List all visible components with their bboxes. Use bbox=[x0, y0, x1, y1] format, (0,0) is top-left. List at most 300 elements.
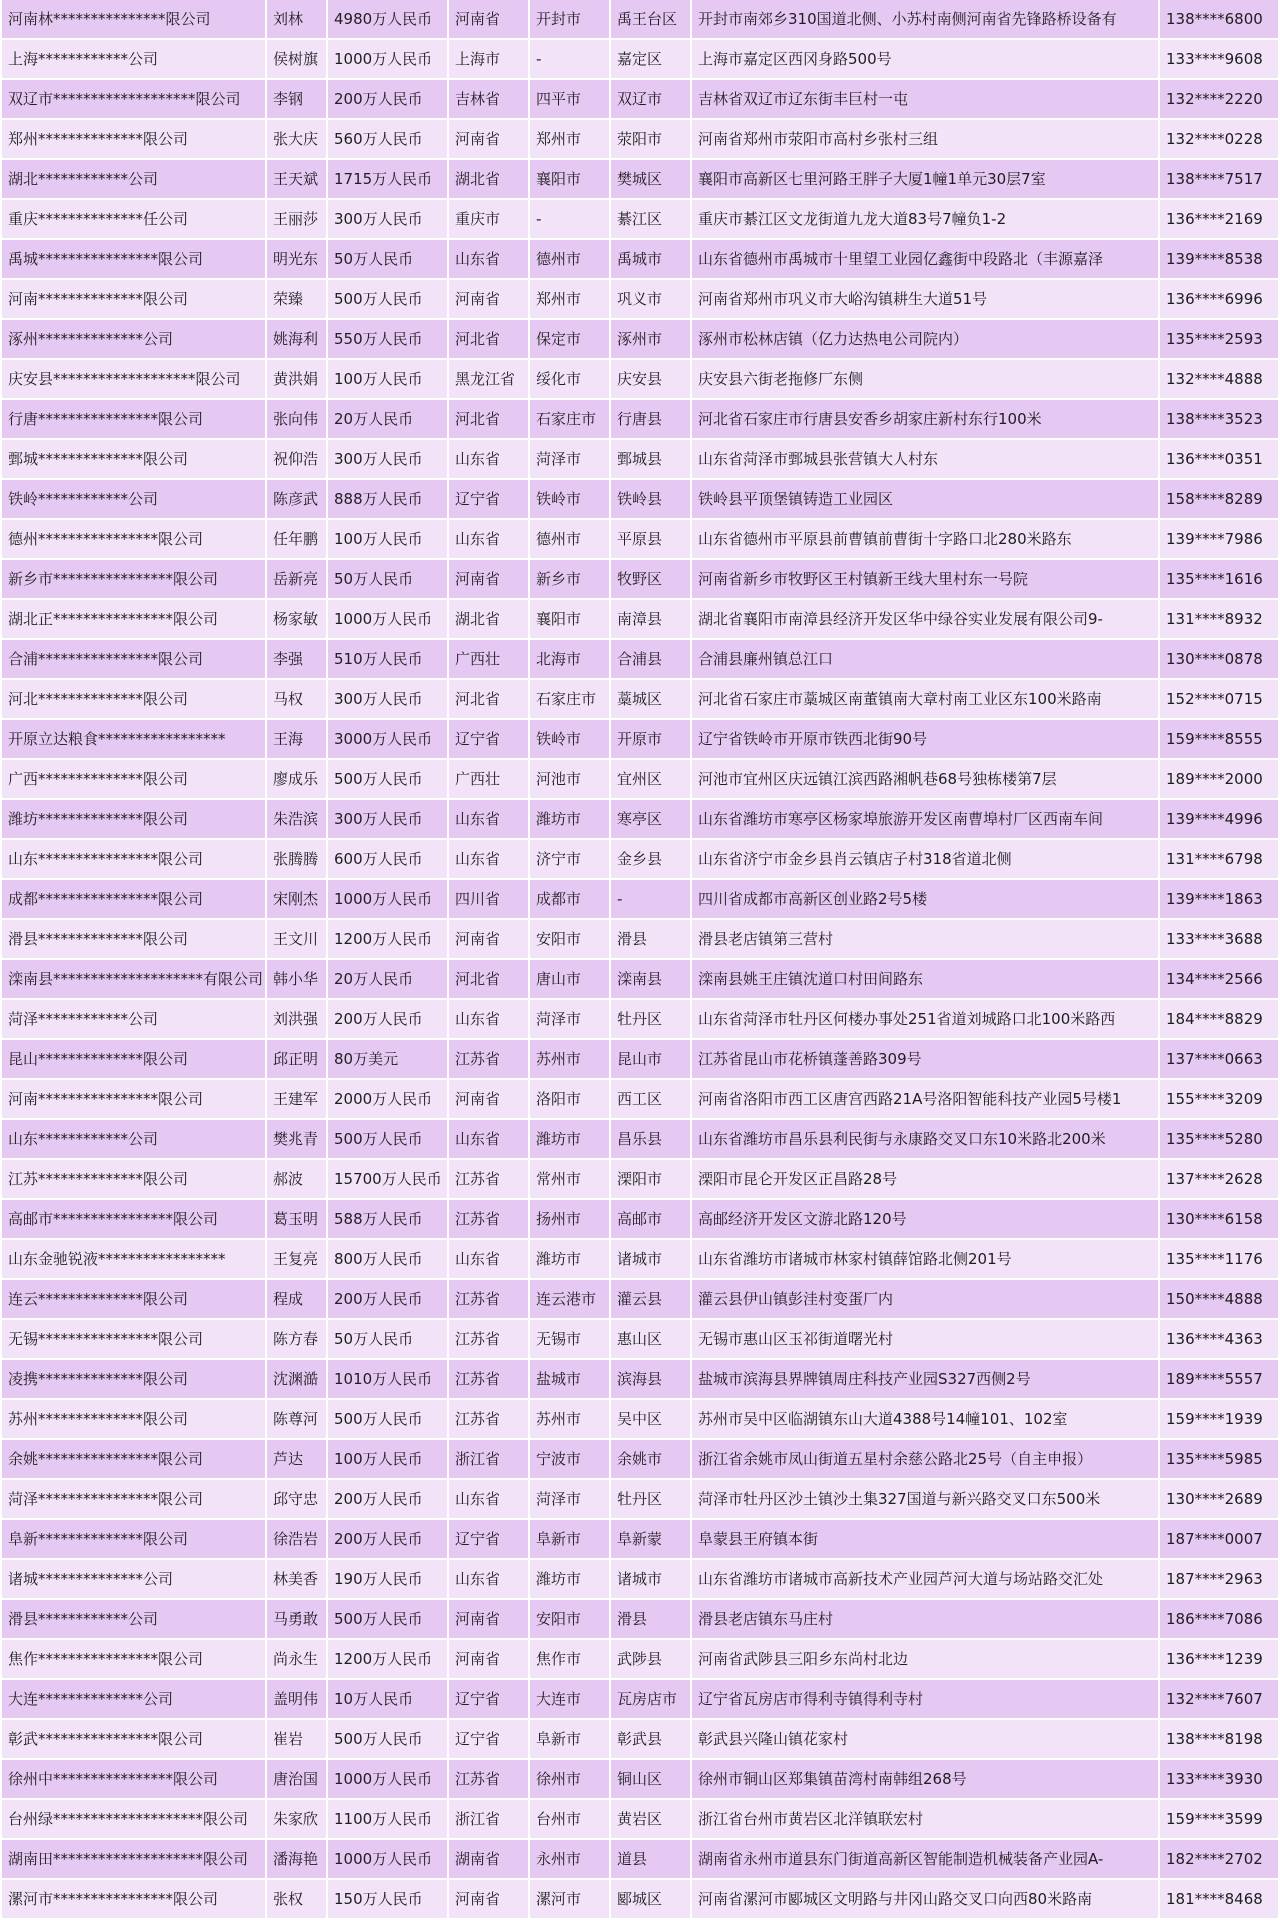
address-cell: 河南省郑州市巩义市大峪沟镇耕生大道51号 bbox=[692, 280, 1158, 320]
district-cell: 阜新蒙 bbox=[611, 1520, 690, 1560]
district-cell: 铁岭县 bbox=[611, 480, 690, 520]
table-row bbox=[2, 200, 1278, 240]
city-cell: 石家庄市 bbox=[530, 400, 609, 440]
legal-rep-cell: 马勇敢 bbox=[267, 1600, 326, 1640]
district-cell: 黄岩区 bbox=[611, 1800, 690, 1840]
address-cell: 河南省漯河市郾城区文明路与井冈山路交叉口向西80米路南 bbox=[692, 1880, 1158, 1920]
province-cell: 吉林省 bbox=[449, 80, 528, 120]
legal-rep-cell: 陈方春 bbox=[267, 1320, 326, 1360]
legal-rep-cell: 王丽莎 bbox=[267, 200, 326, 240]
city-cell: 洛阳市 bbox=[530, 1080, 609, 1120]
company-name-cell: 开原立达粮食***************** bbox=[2, 720, 265, 760]
table-row bbox=[2, 280, 1278, 320]
legal-rep-cell: 刘洪强 bbox=[267, 1000, 326, 1040]
province-cell: 湖南省 bbox=[449, 1840, 528, 1880]
phone-cell: 158****8289 bbox=[1160, 480, 1278, 520]
address-cell: 辽宁省铁岭市开原市铁西北街90号 bbox=[692, 720, 1158, 760]
province-cell: 山东省 bbox=[449, 520, 528, 560]
address-cell: 山东省潍坊市昌乐县利民街与永康路交叉口东10米路北200米 bbox=[692, 1120, 1158, 1160]
legal-rep-cell: 刘林 bbox=[267, 0, 326, 40]
legal-rep-cell: 张权 bbox=[267, 1880, 326, 1920]
district-cell: 昆山市 bbox=[611, 1040, 690, 1080]
legal-rep-cell: 葛玉明 bbox=[267, 1200, 326, 1240]
phone-cell: 136****6996 bbox=[1160, 280, 1278, 320]
company-name-cell: 大连**************公司 bbox=[2, 1680, 265, 1720]
company-name-cell: 湖北正****************限公司 bbox=[2, 600, 265, 640]
registered-capital-cell: 588万人民币 bbox=[328, 1200, 447, 1240]
district-cell: 西工区 bbox=[611, 1080, 690, 1120]
province-cell: 湖北省 bbox=[449, 160, 528, 200]
province-cell: 山东省 bbox=[449, 1120, 528, 1160]
company-name-cell: 凌携**************限公司 bbox=[2, 1360, 265, 1400]
legal-rep-cell: 芦达 bbox=[267, 1440, 326, 1480]
company-name-cell: 铁岭************公司 bbox=[2, 480, 265, 520]
legal-rep-cell: 邱正明 bbox=[267, 1040, 326, 1080]
legal-rep-cell: 廖成乐 bbox=[267, 760, 326, 800]
province-cell: 上海市 bbox=[449, 40, 528, 80]
registered-capital-cell: 200万人民币 bbox=[328, 1000, 447, 1040]
phone-cell: 135****2593 bbox=[1160, 320, 1278, 360]
registered-capital-cell: 50万人民币 bbox=[328, 240, 447, 280]
phone-cell: 136****4363 bbox=[1160, 1320, 1278, 1360]
company-name-cell: 禹城****************限公司 bbox=[2, 240, 265, 280]
district-cell: 牡丹区 bbox=[611, 1480, 690, 1520]
district-cell: 合浦县 bbox=[611, 640, 690, 680]
legal-rep-cell: 张向伟 bbox=[267, 400, 326, 440]
district-cell: 平原县 bbox=[611, 520, 690, 560]
province-cell: 山东省 bbox=[449, 840, 528, 880]
phone-cell: 132****2220 bbox=[1160, 80, 1278, 120]
phone-cell: 136****2169 bbox=[1160, 200, 1278, 240]
address-cell: 苏州市吴中区临湖镇东山大道4388号14幢101、102室 bbox=[692, 1400, 1158, 1440]
company-name-cell: 鄄城**************限公司 bbox=[2, 440, 265, 480]
province-cell: 山东省 bbox=[449, 240, 528, 280]
registered-capital-cell: 800万人民币 bbox=[328, 1240, 447, 1280]
registered-capital-cell: 560万人民币 bbox=[328, 120, 447, 160]
phone-cell: 189****5557 bbox=[1160, 1360, 1278, 1400]
legal-rep-cell: 王文川 bbox=[267, 920, 326, 960]
registered-capital-cell: 15700万人民币 bbox=[328, 1160, 447, 1200]
province-cell: 辽宁省 bbox=[449, 1680, 528, 1720]
table-row bbox=[2, 1240, 1278, 1280]
district-cell: 藁城区 bbox=[611, 680, 690, 720]
table-row bbox=[2, 360, 1278, 400]
company-name-cell: 广西**************限公司 bbox=[2, 760, 265, 800]
district-cell: 吴中区 bbox=[611, 1400, 690, 1440]
legal-rep-cell: 尚永生 bbox=[267, 1640, 326, 1680]
province-cell: 辽宁省 bbox=[449, 1720, 528, 1760]
registered-capital-cell: 300万人民币 bbox=[328, 800, 447, 840]
phone-cell: 187****0007 bbox=[1160, 1520, 1278, 1560]
city-cell: 漯河市 bbox=[530, 1880, 609, 1920]
registered-capital-cell: 1000万人民币 bbox=[328, 1840, 447, 1880]
phone-cell: 155****3209 bbox=[1160, 1080, 1278, 1120]
city-cell: 宁波市 bbox=[530, 1440, 609, 1480]
district-cell: 铜山区 bbox=[611, 1760, 690, 1800]
district-cell: 郾城区 bbox=[611, 1880, 690, 1920]
city-cell: - bbox=[530, 40, 609, 80]
phone-cell: 132****4888 bbox=[1160, 360, 1278, 400]
phone-cell: 138****8198 bbox=[1160, 1720, 1278, 1760]
phone-cell: 137****0663 bbox=[1160, 1040, 1278, 1080]
city-cell: 唐山市 bbox=[530, 960, 609, 1000]
company-name-cell: 成都****************限公司 bbox=[2, 880, 265, 920]
table-row bbox=[2, 1680, 1278, 1720]
phone-cell: 189****2000 bbox=[1160, 760, 1278, 800]
province-cell: 河北省 bbox=[449, 680, 528, 720]
city-cell: 菏泽市 bbox=[530, 440, 609, 480]
address-cell: 湖南省永州市道县东门街道高新区智能制造机械装备产业园A- bbox=[692, 1840, 1158, 1880]
address-cell: 四川省成都市高新区创业路2号5楼 bbox=[692, 880, 1158, 920]
legal-rep-cell: 张大庆 bbox=[267, 120, 326, 160]
legal-rep-cell: 徐浩岩 bbox=[267, 1520, 326, 1560]
province-cell: 河南省 bbox=[449, 120, 528, 160]
district-cell: 涿州市 bbox=[611, 320, 690, 360]
district-cell: 高邮市 bbox=[611, 1200, 690, 1240]
table-row bbox=[2, 1640, 1278, 1680]
address-cell: 山东省菏泽市牡丹区何楼办事处251省道刘城路口北100米路西 bbox=[692, 1000, 1158, 1040]
province-cell: 山东省 bbox=[449, 1240, 528, 1280]
phone-cell: 159****8555 bbox=[1160, 720, 1278, 760]
company-name-cell: 连云**************限公司 bbox=[2, 1280, 265, 1320]
company-name-cell: 漯河市****************限公司 bbox=[2, 1880, 265, 1920]
legal-rep-cell: 任年鹏 bbox=[267, 520, 326, 560]
address-cell: 湖北省襄阳市南漳县经济开发区华中绿谷实业发展有限公司9- bbox=[692, 600, 1158, 640]
phone-cell: 130****2689 bbox=[1160, 1480, 1278, 1520]
district-cell: 鄄城县 bbox=[611, 440, 690, 480]
legal-rep-cell: 邱守忠 bbox=[267, 1480, 326, 1520]
address-cell: 河北省石家庄市藁城区南董镇南大章村南工业区东100米路南 bbox=[692, 680, 1158, 720]
district-cell: 庆安县 bbox=[611, 360, 690, 400]
phone-cell: 135****1616 bbox=[1160, 560, 1278, 600]
province-cell: 河南省 bbox=[449, 920, 528, 960]
address-cell: 山东省菏泽市鄄城县张营镇大人村东 bbox=[692, 440, 1158, 480]
registered-capital-cell: 80万美元 bbox=[328, 1040, 447, 1080]
province-cell: 湖北省 bbox=[449, 600, 528, 640]
registered-capital-cell: 200万人民币 bbox=[328, 1480, 447, 1520]
registered-capital-cell: 1200万人民币 bbox=[328, 920, 447, 960]
legal-rep-cell: 盖明伟 bbox=[267, 1680, 326, 1720]
city-cell: 河池市 bbox=[530, 760, 609, 800]
company-name-cell: 徐州中****************限公司 bbox=[2, 1760, 265, 1800]
phone-cell: 187****2963 bbox=[1160, 1560, 1278, 1600]
legal-rep-cell: 李钢 bbox=[267, 80, 326, 120]
phone-cell: 135****1176 bbox=[1160, 1240, 1278, 1280]
registered-capital-cell: 190万人民币 bbox=[328, 1560, 447, 1600]
registered-capital-cell: 300万人民币 bbox=[328, 440, 447, 480]
city-cell: 安阳市 bbox=[530, 1600, 609, 1640]
legal-rep-cell: 王天斌 bbox=[267, 160, 326, 200]
table-row bbox=[2, 840, 1278, 880]
legal-rep-cell: 马权 bbox=[267, 680, 326, 720]
city-cell: 焦作市 bbox=[530, 1640, 609, 1680]
phone-cell: 152****0715 bbox=[1160, 680, 1278, 720]
address-cell: 浙江省余姚市凤山街道五星村余慈公路北25号（自主申报） bbox=[692, 1440, 1158, 1480]
province-cell: 黑龙江省 bbox=[449, 360, 528, 400]
registered-capital-cell: 500万人民币 bbox=[328, 1400, 447, 1440]
phone-cell: 131****8932 bbox=[1160, 600, 1278, 640]
company-name-cell: 苏州**************限公司 bbox=[2, 1400, 265, 1440]
city-cell: 大连市 bbox=[530, 1680, 609, 1720]
province-cell: 山东省 bbox=[449, 1480, 528, 1520]
province-cell: 河南省 bbox=[449, 1080, 528, 1120]
district-cell: 巩义市 bbox=[611, 280, 690, 320]
district-cell: 牧野区 bbox=[611, 560, 690, 600]
province-cell: 辽宁省 bbox=[449, 480, 528, 520]
legal-rep-cell: 张腾腾 bbox=[267, 840, 326, 880]
district-cell: 灌云县 bbox=[611, 1280, 690, 1320]
address-cell: 河池市宜州区庆远镇江滨西路湘帆巷68号独栋楼第7层 bbox=[692, 760, 1158, 800]
province-cell: 江苏省 bbox=[449, 1360, 528, 1400]
district-cell: 武陟县 bbox=[611, 1640, 690, 1680]
district-cell: 开原市 bbox=[611, 720, 690, 760]
company-name-cell: 台州绿********************限公司 bbox=[2, 1800, 265, 1840]
address-cell: 菏泽市牡丹区沙土镇沙土集327国道与新兴路交叉口东500米 bbox=[692, 1480, 1158, 1520]
city-cell: 成都市 bbox=[530, 880, 609, 920]
city-cell: 德州市 bbox=[530, 240, 609, 280]
table-row bbox=[2, 240, 1278, 280]
table-row bbox=[2, 680, 1278, 720]
company-name-cell: 河南**************限公司 bbox=[2, 280, 265, 320]
city-cell: 绥化市 bbox=[530, 360, 609, 400]
province-cell: 四川省 bbox=[449, 880, 528, 920]
company-name-cell: 上海************公司 bbox=[2, 40, 265, 80]
district-cell: 彰武县 bbox=[611, 1720, 690, 1760]
address-cell: 重庆市綦江区文龙街道九龙大道83号7幢负1-2 bbox=[692, 200, 1158, 240]
registered-capital-cell: 1010万人民币 bbox=[328, 1360, 447, 1400]
city-cell: 郑州市 bbox=[530, 120, 609, 160]
province-cell: 河北省 bbox=[449, 400, 528, 440]
district-cell: 余姚市 bbox=[611, 1440, 690, 1480]
registered-capital-cell: 100万人民币 bbox=[328, 1440, 447, 1480]
company-name-cell: 彰武****************限公司 bbox=[2, 1720, 265, 1760]
registered-capital-cell: 500万人民币 bbox=[328, 760, 447, 800]
address-cell: 浙江省台州市黄岩区北洋镇联宏村 bbox=[692, 1800, 1158, 1840]
registered-capital-cell: 50万人民币 bbox=[328, 1320, 447, 1360]
phone-cell: 139****1863 bbox=[1160, 880, 1278, 920]
city-cell: 铁岭市 bbox=[530, 480, 609, 520]
table-row bbox=[2, 1600, 1278, 1640]
city-cell: 开封市 bbox=[530, 0, 609, 40]
table-row bbox=[2, 1280, 1278, 1320]
city-cell: 潍坊市 bbox=[530, 1120, 609, 1160]
phone-cell: 130****0878 bbox=[1160, 640, 1278, 680]
address-cell: 阜蒙县王府镇本街 bbox=[692, 1520, 1158, 1560]
registered-capital-cell: 1000万人民币 bbox=[328, 880, 447, 920]
city-cell: 德州市 bbox=[530, 520, 609, 560]
table-row bbox=[2, 1320, 1278, 1360]
registered-capital-cell: 3000万人民币 bbox=[328, 720, 447, 760]
phone-cell: 159****3599 bbox=[1160, 1800, 1278, 1840]
address-cell: 山东省德州市平原县前曹镇前曹街十字路口北280米路东 bbox=[692, 520, 1158, 560]
company-name-cell: 河南林***************限公司 bbox=[2, 0, 265, 40]
company-name-cell: 潍坊**************限公司 bbox=[2, 800, 265, 840]
phone-cell: 184****8829 bbox=[1160, 1000, 1278, 1040]
table-row bbox=[2, 1360, 1278, 1400]
legal-rep-cell: 朱浩滨 bbox=[267, 800, 326, 840]
registered-capital-cell: 1100万人民币 bbox=[328, 1800, 447, 1840]
phone-cell: 135****5985 bbox=[1160, 1440, 1278, 1480]
legal-rep-cell: 王海 bbox=[267, 720, 326, 760]
table-row bbox=[2, 720, 1278, 760]
table-row bbox=[2, 1480, 1278, 1520]
company-name-cell: 高邮市****************限公司 bbox=[2, 1200, 265, 1240]
company-name-cell: 无锡****************限公司 bbox=[2, 1320, 265, 1360]
table-row bbox=[2, 1120, 1278, 1160]
province-cell: 河北省 bbox=[449, 960, 528, 1000]
company-name-cell: 庆安县*******************限公司 bbox=[2, 360, 265, 400]
table-row bbox=[2, 1720, 1278, 1760]
province-cell: 广西壮 bbox=[449, 640, 528, 680]
address-cell: 盐城市滨海县界牌镇周庄科技产业园S327西侧2号 bbox=[692, 1360, 1158, 1400]
address-cell: 山东省德州市禹城市十里望工业园亿鑫街中段路北（丰源嘉泽 bbox=[692, 240, 1158, 280]
company-name-cell: 江苏**************限公司 bbox=[2, 1160, 265, 1200]
phone-cell: 182****2702 bbox=[1160, 1840, 1278, 1880]
company-name-cell: 行唐****************限公司 bbox=[2, 400, 265, 440]
address-cell: 无锡市惠山区玉祁街道曙光村 bbox=[692, 1320, 1158, 1360]
phone-cell: 131****6798 bbox=[1160, 840, 1278, 880]
legal-rep-cell: 杨家敏 bbox=[267, 600, 326, 640]
table-row bbox=[2, 1800, 1278, 1840]
city-cell: 永州市 bbox=[530, 1840, 609, 1880]
table-row bbox=[2, 120, 1278, 160]
legal-rep-cell: 沈渊澔 bbox=[267, 1360, 326, 1400]
legal-rep-cell: 林美香 bbox=[267, 1560, 326, 1600]
city-cell: 盐城市 bbox=[530, 1360, 609, 1400]
address-cell: 辽宁省瓦房店市得利寺镇得利寺村 bbox=[692, 1680, 1158, 1720]
province-cell: 广西壮 bbox=[449, 760, 528, 800]
table-row bbox=[2, 1440, 1278, 1480]
table-row bbox=[2, 1520, 1278, 1560]
company-name-cell: 河南****************限公司 bbox=[2, 1080, 265, 1120]
city-cell: 襄阳市 bbox=[530, 160, 609, 200]
city-cell: 苏州市 bbox=[530, 1400, 609, 1440]
registered-capital-cell: 550万人民币 bbox=[328, 320, 447, 360]
city-cell: 连云港市 bbox=[530, 1280, 609, 1320]
table-row bbox=[2, 440, 1278, 480]
district-cell: 滑县 bbox=[611, 1600, 690, 1640]
address-cell: 吉林省双辽市辽东街丰巨村一屯 bbox=[692, 80, 1158, 120]
address-cell: 河南省新乡市牧野区王村镇新王线大里村东一号院 bbox=[692, 560, 1158, 600]
district-cell: 滑县 bbox=[611, 920, 690, 960]
company-name-cell: 山东金驰锐液***************** bbox=[2, 1240, 265, 1280]
province-cell: 江苏省 bbox=[449, 1160, 528, 1200]
city-cell: 安阳市 bbox=[530, 920, 609, 960]
city-cell: 潍坊市 bbox=[530, 800, 609, 840]
table-row bbox=[2, 800, 1278, 840]
registered-capital-cell: 4980万人民币 bbox=[328, 0, 447, 40]
address-cell: 滑县老店镇东马庄村 bbox=[692, 1600, 1158, 1640]
address-cell: 山东省潍坊市诸城市林家村镇薛馆路北侧201号 bbox=[692, 1240, 1158, 1280]
district-cell: 禹王台区 bbox=[611, 0, 690, 40]
table-row bbox=[2, 600, 1278, 640]
city-cell: 铁岭市 bbox=[530, 720, 609, 760]
district-cell: 溧阳市 bbox=[611, 1160, 690, 1200]
phone-cell: 133****3930 bbox=[1160, 1760, 1278, 1800]
address-cell: 滦南县姚王庄镇沈道口村田间路东 bbox=[692, 960, 1158, 1000]
company-name-cell: 河北**************限公司 bbox=[2, 680, 265, 720]
district-cell: 惠山区 bbox=[611, 1320, 690, 1360]
registered-capital-cell: 300万人民币 bbox=[328, 200, 447, 240]
city-cell: 四平市 bbox=[530, 80, 609, 120]
registered-capital-cell: 500万人民币 bbox=[328, 1600, 447, 1640]
district-cell: 诸城市 bbox=[611, 1240, 690, 1280]
table-row bbox=[2, 760, 1278, 800]
legal-rep-cell: 陈尊河 bbox=[267, 1400, 326, 1440]
city-cell: 石家庄市 bbox=[530, 680, 609, 720]
district-cell: 滦南县 bbox=[611, 960, 690, 1000]
phone-cell: 159****1939 bbox=[1160, 1400, 1278, 1440]
registered-capital-cell: 10万人民币 bbox=[328, 1680, 447, 1720]
legal-rep-cell: 姚海利 bbox=[267, 320, 326, 360]
phone-cell: 136****0351 bbox=[1160, 440, 1278, 480]
table-row bbox=[2, 1840, 1278, 1880]
address-cell: 灌云县伊山镇彭洼村变蛋厂内 bbox=[692, 1280, 1158, 1320]
city-cell: 常州市 bbox=[530, 1160, 609, 1200]
table-row bbox=[2, 920, 1278, 960]
province-cell: 浙江省 bbox=[449, 1800, 528, 1840]
legal-rep-cell: 王复亮 bbox=[267, 1240, 326, 1280]
phone-cell: 136****1239 bbox=[1160, 1640, 1278, 1680]
phone-cell: 139****4996 bbox=[1160, 800, 1278, 840]
legal-rep-cell: 郝波 bbox=[267, 1160, 326, 1200]
company-name-cell: 涿州**************公司 bbox=[2, 320, 265, 360]
registered-capital-cell: 1200万人民币 bbox=[328, 1640, 447, 1680]
city-cell: 新乡市 bbox=[530, 560, 609, 600]
district-cell: 宜州区 bbox=[611, 760, 690, 800]
registered-capital-cell: 200万人民币 bbox=[328, 1280, 447, 1320]
district-cell: 诸城市 bbox=[611, 1560, 690, 1600]
province-cell: 山东省 bbox=[449, 1000, 528, 1040]
district-cell: 昌乐县 bbox=[611, 1120, 690, 1160]
province-cell: 河北省 bbox=[449, 320, 528, 360]
table-row bbox=[2, 1080, 1278, 1120]
district-cell: 嘉定区 bbox=[611, 40, 690, 80]
phone-cell: 138****3523 bbox=[1160, 400, 1278, 440]
table-row bbox=[2, 1760, 1278, 1800]
district-cell: 樊城区 bbox=[611, 160, 690, 200]
address-cell: 涿州市松林店镇（亿力达热电公司院内） bbox=[692, 320, 1158, 360]
table-row bbox=[2, 1400, 1278, 1440]
table-row bbox=[2, 880, 1278, 920]
phone-cell: 134****2566 bbox=[1160, 960, 1278, 1000]
district-cell: 牡丹区 bbox=[611, 1000, 690, 1040]
legal-rep-cell: 祝仰浩 bbox=[267, 440, 326, 480]
province-cell: 河南省 bbox=[449, 1600, 528, 1640]
legal-rep-cell: 潘海艳 bbox=[267, 1840, 326, 1880]
legal-rep-cell: 岳新亮 bbox=[267, 560, 326, 600]
company-name-cell: 郑州**************限公司 bbox=[2, 120, 265, 160]
company-name-cell: 双辽市*******************限公司 bbox=[2, 80, 265, 120]
table-row bbox=[2, 1160, 1278, 1200]
phone-cell: 137****2628 bbox=[1160, 1160, 1278, 1200]
address-cell: 徐州市铜山区郑集镇苗湾村南韩组268号 bbox=[692, 1760, 1158, 1800]
table-row bbox=[2, 480, 1278, 520]
registered-capital-cell: 150万人民币 bbox=[328, 1880, 447, 1920]
registered-capital-cell: 500万人民币 bbox=[328, 1720, 447, 1760]
company-name-cell: 新乡市****************限公司 bbox=[2, 560, 265, 600]
district-cell: 双辽市 bbox=[611, 80, 690, 120]
legal-rep-cell: 程成 bbox=[267, 1280, 326, 1320]
address-cell: 江苏省昆山市花桥镇蓬善路309号 bbox=[692, 1040, 1158, 1080]
city-cell: 菏泽市 bbox=[530, 1000, 609, 1040]
legal-rep-cell: 黄洪娟 bbox=[267, 360, 326, 400]
district-cell: 行唐县 bbox=[611, 400, 690, 440]
address-cell: 襄阳市高新区七里河路王胖子大厦1幢1单元30层7室 bbox=[692, 160, 1158, 200]
city-cell: 潍坊市 bbox=[530, 1560, 609, 1600]
city-cell: 保定市 bbox=[530, 320, 609, 360]
table-row bbox=[2, 520, 1278, 560]
